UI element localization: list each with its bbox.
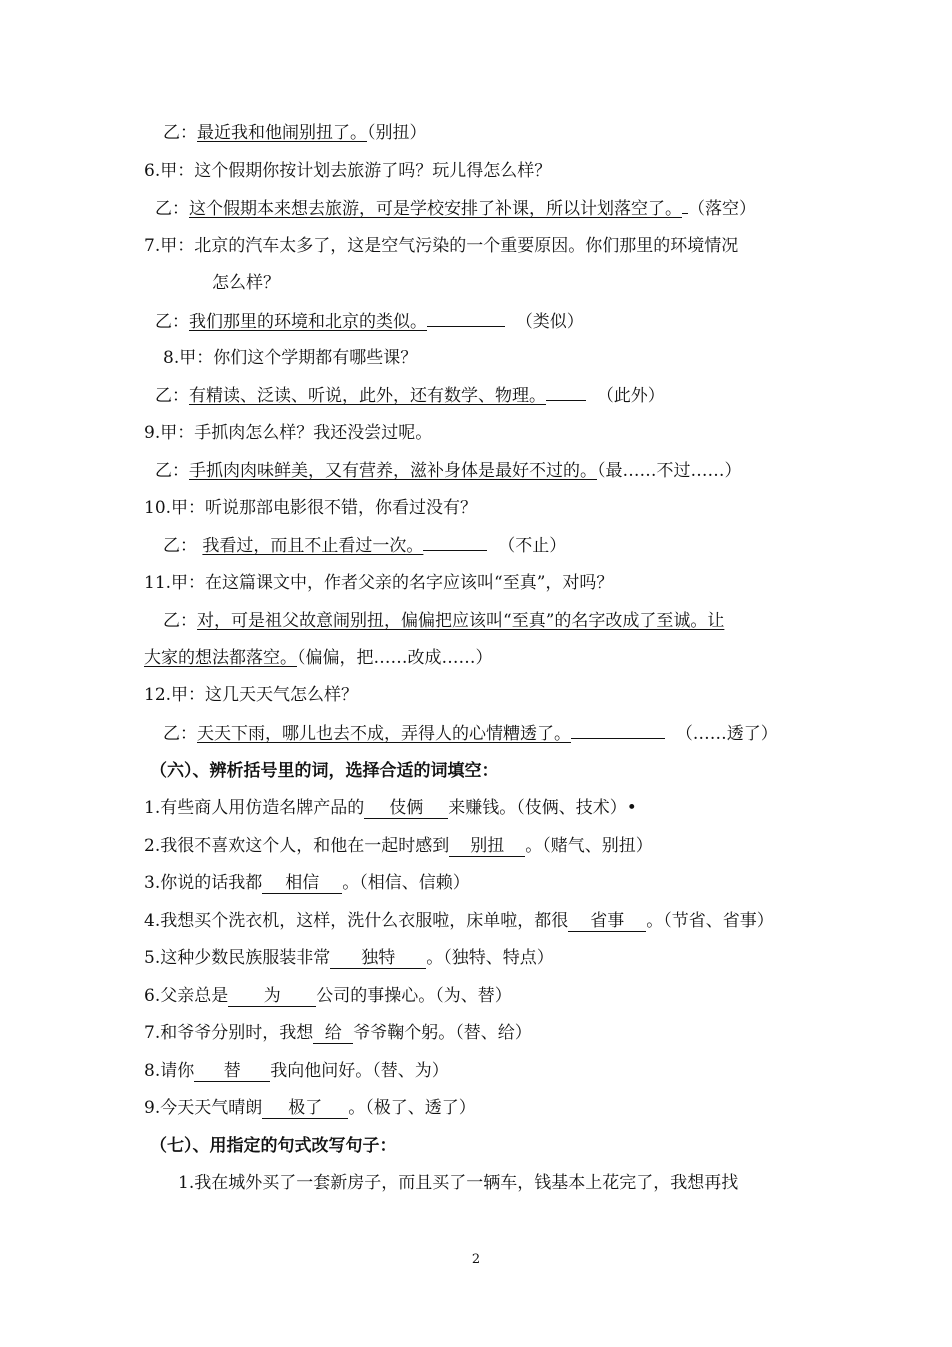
question-text-cont: 怎么样？	[212, 273, 280, 293]
question-text: 10.甲：听说那部电影很不错，你看过没有？	[144, 498, 478, 518]
fill-blank: 为	[228, 986, 316, 1007]
fill-blank: 伎俩	[364, 798, 448, 819]
word-hint: （偏偏，把……改成……）	[297, 648, 493, 668]
speaker-yi: 乙：	[155, 461, 189, 481]
answer-blank	[571, 722, 665, 739]
fill-item-9	[144, 1097, 476, 1119]
answer-blank	[423, 534, 487, 551]
fill-item-8	[144, 1060, 449, 1082]
fill-blank: 给	[313, 1023, 353, 1044]
question-line-10	[144, 497, 477, 519]
answer-text: 我们那里的环境和北京的类似。	[189, 312, 427, 332]
fill-item-1	[144, 797, 637, 819]
item-suffix: 爷爷鞠个躬。（替、给）	[353, 1023, 532, 1043]
fill-blank: 省事	[568, 911, 646, 932]
answer-text: 有精读、泛读、听说，此外，还有数学、物理。	[189, 386, 546, 406]
answer-blank	[546, 384, 586, 401]
item-prefix: 8.请你	[144, 1061, 195, 1081]
item-prefix: 5.这种少数民族服装非常	[144, 948, 331, 968]
answer-line-8	[155, 384, 665, 407]
question-text: 11.甲：在这篇课文中，作者父亲的名字应该叫“至真”，对吗？	[144, 573, 614, 593]
question-line-7-cont	[212, 272, 280, 294]
fill-item-6	[144, 985, 512, 1007]
question-line-7	[144, 235, 738, 257]
answer-line-9	[155, 460, 742, 482]
answer-line-11	[163, 610, 724, 632]
answer-line-7	[155, 310, 584, 333]
item-prefix: 7.和爷爷分别时，我想	[144, 1023, 314, 1043]
fill-blank: 别扭	[449, 836, 525, 857]
fill-blank: 替	[194, 1061, 270, 1082]
fill-item-5	[144, 947, 554, 969]
answer-line-5	[163, 122, 427, 144]
fill-blank: 独特	[330, 948, 426, 969]
answer-text: 对，可是祖父故意闹别扭，偏偏把应该叫“至真”的名字改成了至诚。让	[197, 611, 725, 631]
answer-text: 手抓肉肉味鲜美，又有营养，滋补身体是最好不过的。	[189, 461, 597, 481]
speaker-yi: 乙：	[163, 611, 197, 631]
item-suffix: 来赚钱。（伎俩、技术）•	[448, 798, 637, 818]
answer-line-12	[163, 722, 778, 745]
item-suffix: 。（节省、省事）	[646, 911, 774, 931]
item-prefix: 2.我很不喜欢这个人，和他在一起时感到	[144, 836, 450, 856]
answer-line-11-cont	[144, 647, 493, 669]
question-text: 6.甲：这个假期你按计划去旅游了吗？玩儿得怎么样？	[144, 161, 552, 181]
answer-text: 我看过，而且不止看过一次。	[202, 536, 424, 556]
question-line-11	[144, 572, 613, 594]
question-text: 7.甲：北京的汽车太多了，这是空气污染的一个重要原因。你们那里的环境情况	[144, 236, 739, 256]
speaker-yi: 乙：	[163, 536, 197, 556]
item-prefix: 6.父亲总是	[144, 986, 229, 1006]
fill-item-4	[144, 910, 774, 932]
answer-text: 这个假期本来想去旅游，可是学校安排了补课，所以计划落空了。	[189, 199, 682, 219]
word-hint: （不止）	[498, 536, 567, 556]
question-text: 12.甲：这几天天气怎么样？	[144, 685, 359, 705]
word-hint: （……透了）	[675, 724, 778, 744]
word-hint: （最……不过……）	[597, 461, 742, 481]
item-prefix: 9.今天天气晴朗	[144, 1098, 263, 1118]
answer-text: 最近我和他闹别扭了。	[197, 123, 367, 143]
fill-blank: 相信	[262, 873, 342, 894]
answer-line-6	[155, 197, 756, 220]
question-line-6	[144, 160, 551, 182]
answer-blank	[427, 310, 505, 327]
item-suffix: 公司的事操心。（为、替）	[316, 986, 512, 1006]
item-suffix: 。（极了、透了）	[348, 1098, 476, 1118]
item-suffix: 我向他问好。（替、为）	[270, 1061, 449, 1081]
speaker-yi: 乙：	[155, 199, 189, 219]
item-suffix: 。（相信、信赖）	[342, 873, 470, 893]
rewrite-item-1: 1.我在城外买了一套新房子，而且买了一辆车，钱基本上花完了，我想再找	[178, 1173, 739, 1193]
fill-item-3	[144, 872, 470, 894]
section-7-title: （七）、用指定的句式改写句子：	[150, 1136, 397, 1156]
answer-line-10	[163, 534, 566, 557]
fill-item-7	[144, 1022, 532, 1044]
speaker-yi: 乙：	[155, 386, 189, 406]
question-line-12	[144, 684, 358, 706]
section-6-title: （六）、辨析括号里的词，选择合适的词填空：	[150, 761, 499, 781]
fill-blank: 极了	[262, 1098, 348, 1119]
word-hint: （落空）	[688, 199, 756, 219]
item-prefix: 1.有些商人用仿造名牌产品的	[144, 798, 365, 818]
speaker-yi: 乙：	[155, 312, 189, 332]
word-hint: （此外）	[596, 386, 665, 406]
question-text: 8.甲：你们这个学期都有哪些课？	[163, 348, 418, 368]
answer-text-cont: 大家的想法都落空。	[144, 648, 297, 668]
word-hint: （类似）	[515, 312, 584, 332]
word-hint: （别扭）	[367, 123, 427, 143]
question-line-8	[163, 347, 417, 369]
item-suffix: 。（赌气、别扭）	[525, 836, 653, 856]
item-prefix: 4.我想买个洗衣机，这样，洗什么衣服啦，床单啦，都很	[144, 911, 569, 931]
answer-text: 天天下雨，哪儿也去不成，弄得人的心情糟透了。	[197, 724, 571, 744]
fill-item-2	[144, 835, 653, 857]
question-line-9	[144, 422, 432, 444]
page-number: 2	[471, 1252, 481, 1267]
speaker-yi: 乙：	[163, 724, 197, 744]
item-suffix: 。（独特、特点）	[426, 948, 554, 968]
item-prefix: 3.你说的话我都	[144, 873, 263, 893]
speaker-yi: 乙：	[163, 123, 197, 143]
question-text: 9.甲：手抓肉怎么样？我还没尝过呢。	[144, 423, 433, 443]
